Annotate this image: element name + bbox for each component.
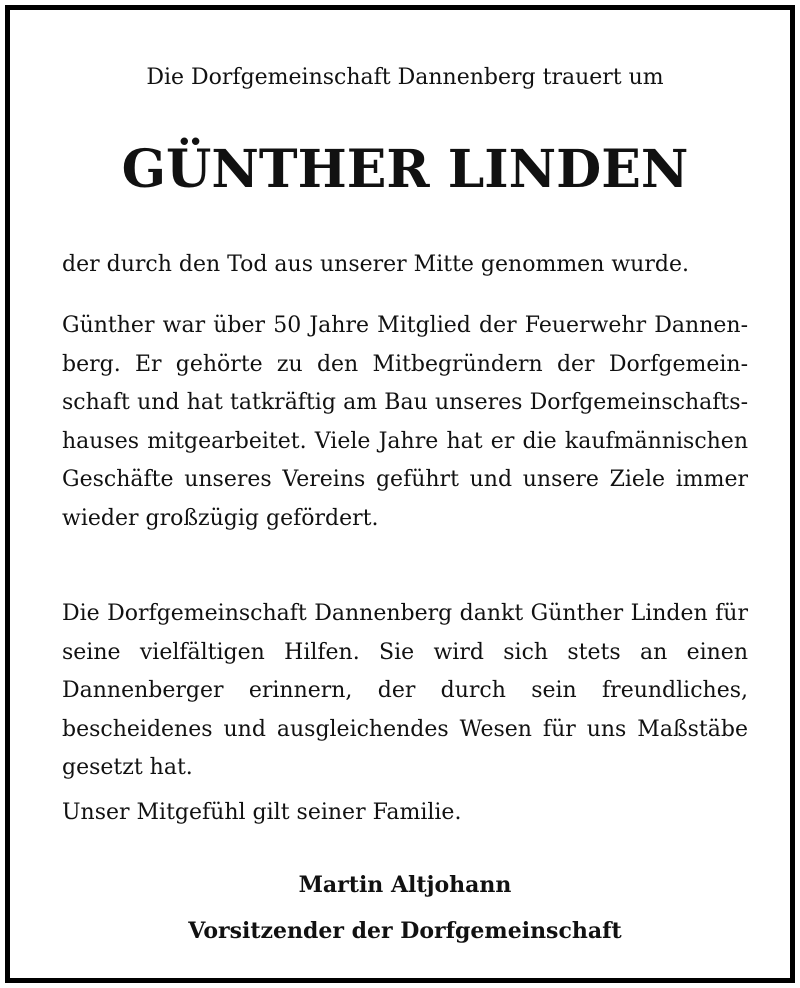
paragraph-4: Unser Mitgefühl gilt seiner Familie. bbox=[62, 800, 462, 825]
paragraph-2: Günther war über 50 Jahre Mitglied der Feuerwehr Dannenberg. Er gehörte zu den Mitbegründern der Dorfgemeinschaft und hat tatkräftig am Bau unseres Dorfgemeinschaftshauses mitgearbeitet. Viele Jahre hat er die kaufmännischen Geschäfte unseres Vereins geführt und unsere Ziele immer wieder großzügig gefördert. bbox=[62, 313, 748, 531]
deceased-name: GÜNTHER LINDEN bbox=[121, 139, 689, 200]
intro-line: Die Dorfgemeinschaft Dannenberg trauert um bbox=[146, 65, 664, 90]
paragraph-1: der durch den Tod aus unserer Mitte genommen wurde. bbox=[62, 252, 689, 277]
paragraph-3: Die Dorfgemeinschaft Dannenberg dankt Günther Linden für seine vielfältigen Hilfen. Sie wird sich stets an einen Dannenberger erinnern, der durch sein freundliches, bescheidenes und ausgleichendes Wesen für uns Maßstäbe gesetzt hat. bbox=[62, 601, 748, 780]
obituary-frame bbox=[5, 5, 795, 983]
obituary-content bbox=[62, 10, 748, 978]
signature-role: Vorsitzender der Dorfgemeinschaft bbox=[188, 918, 622, 944]
signature-name: Martin Altjohann bbox=[298, 872, 512, 898]
